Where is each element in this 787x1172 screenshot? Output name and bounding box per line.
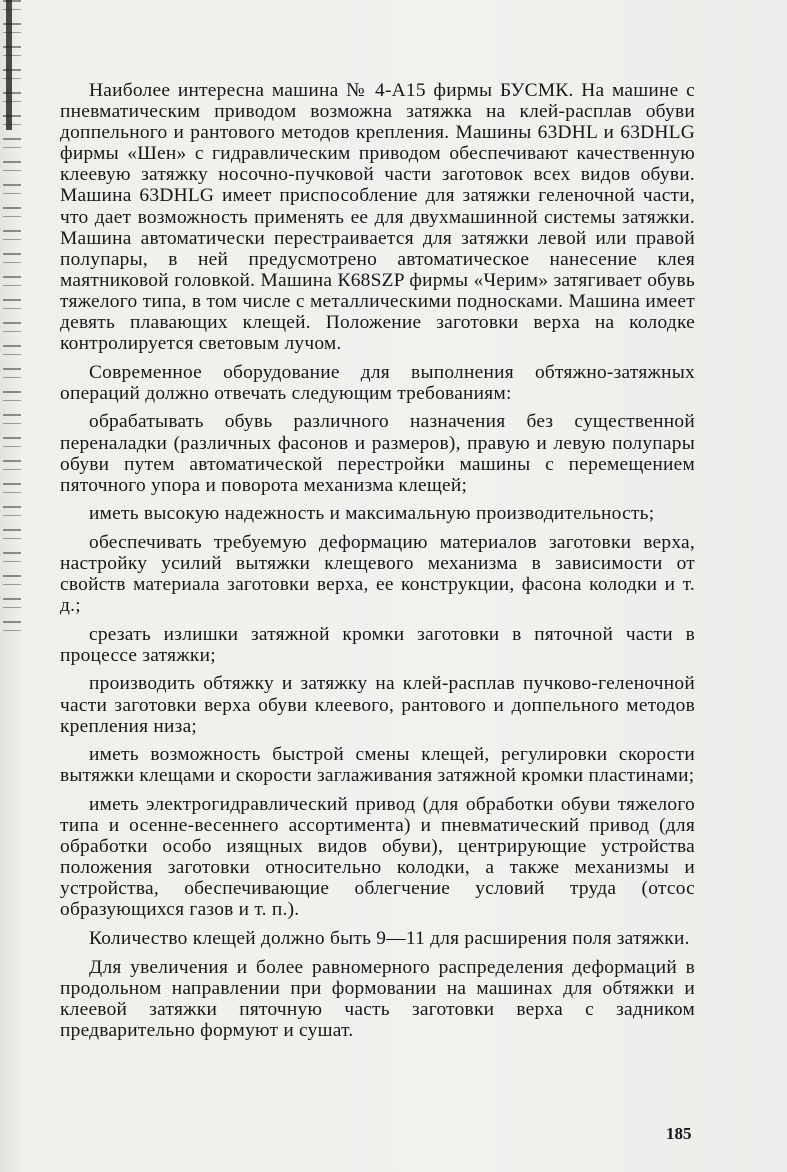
page-number: 185 [666,1124,692,1143]
paragraph-final: Для увеличения и более равномерного распределения деформаций в продольном направлении при формовании на машинах для обтяжки и клеевой затяжки пяточную часть заготовки верха с задником предварительно формуют и сушат. [60,956,695,1041]
scan-edge-mark [6,0,12,130]
paragraph-2: Современное оборудование для выполнения обтяжно-затяжных операций должно отвечать следующим требованиям: [60,361,695,404]
body-text [60,80,695,1041]
requirement-item: иметь высокую надежность и максимальную производительность; [89,503,655,525]
paragraph-1: Наиболее интересна машина № 4-А15 фирмы БУСМК. На машине с пневматическим приводом возможна затяжка на клей-расплав обуви доппельного и рантового методов крепления. Машины 63DHL и 63DHLG фирмы «Шен» с гидравлическим приводом обеспечивают качественную клеевую затяжку носочно-пучковой части заготовок всех видов обуви. Машина 63DHLG имеет приспособление для затяжки геленочной части, что дает возможность применять ее для двухмашинной системы затяжки. Машина автоматически перестраивается для затяжки левой или правой полупары, в ней предусмотрено автоматическое нанесение клея маятниковой головкой. Машина К68SZP фирмы «Черим» затягивает обувь тяжелого типа, в том числе с металлическими подносками. Машина имеет девять плавающих клещей. Положение заготовки верха на колодке контролируется световым лучом. [60,80,695,355]
requirement-item: обрабатывать обувь различного назначения без существенной переналадки (различных фасонов и размеров), правую и левую полупары обуви путем автоматической перестройки машины с перемещением пяточного упора и поворота механизма клещей; [60,411,695,496]
requirement-item: срезать излишки затяжной кромки заготовки в пяточной части в процессе затяжки; [60,623,695,666]
requirement-item: обеспечивать требуемую деформацию материалов заготовки верха, настройку усилий вытяжки клещевого механизма в зависимости от свойств материала заготовки верха, ее конструкции, фасона колодки и т. д.; [60,531,695,617]
requirement-item: иметь электрогидравлический привод (для обработки обуви тяжелого типа и осенне-весеннего ассортимента) и пневматический привод (для обработки особо изящных видов обуви), центрирующие устройства положения заготовки относительно колодки, а также механизмы и устройства, обеспечивающие облегчение условий труда (отсос образующихся газов и т. п.). [60,793,695,921]
requirement-item: иметь возможность быстрой смены клещей, регулировки скорости вытяжки клещами и скорости заглаживания затяжной кромки пластинами; [60,744,695,787]
requirement-item: производить обтяжку и затяжку на клей-расплав пучково-геленочной части заготовки верха обуви клеевого, рантового и доппельного методов крепления низа; [60,673,695,737]
paragraph-clamps: Количество клещей должно быть 9—11 для расширения поля затяжки. [89,927,690,949]
